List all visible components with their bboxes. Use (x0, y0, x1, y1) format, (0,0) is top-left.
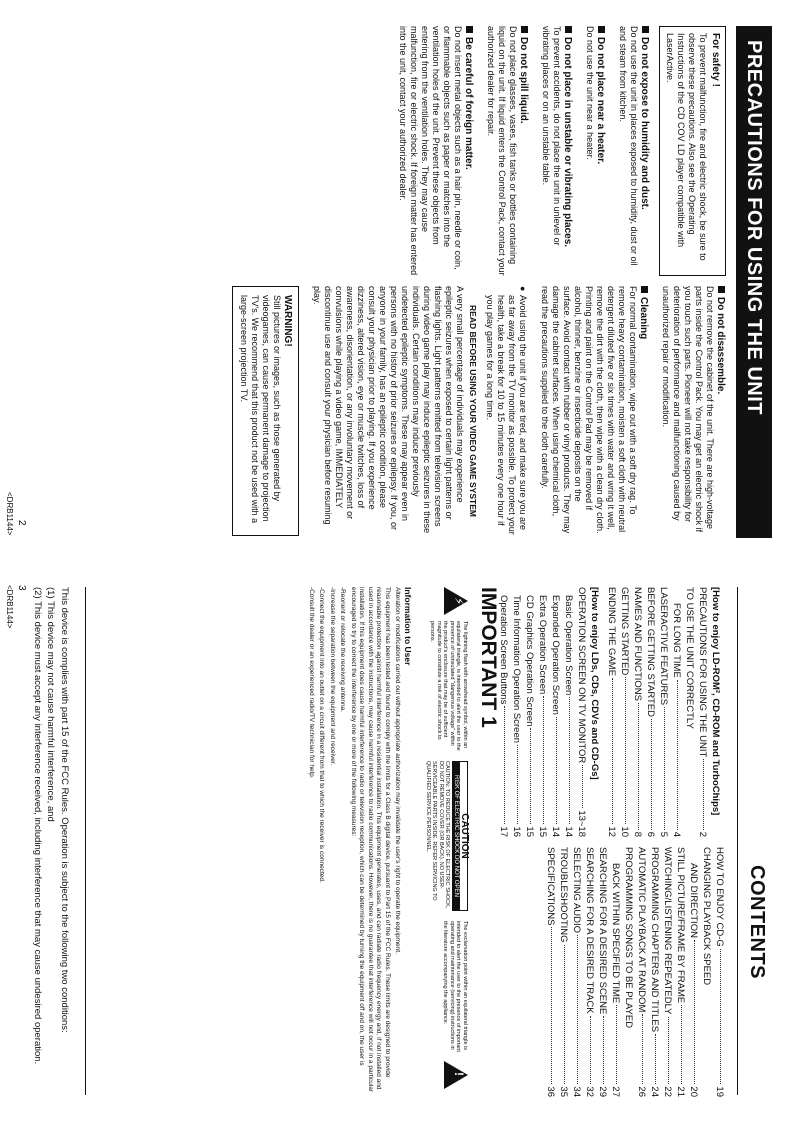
toc-page-number: 2 (697, 831, 708, 837)
toc-leader (577, 935, 578, 1084)
cleaning-text: For normal contamination, wipe out with a soft dry rag. To remove heavy contamination, moisten a soft cloth with neutral detergent diluted five or six times with water and wring it well, remove the dirt with the cloth, then wipe with a clean dry cloth. Printing and paint on the Control Pad may be removed if alcohol, thinner, benzine or insecticide deposits on the surface. Avoid contact with rubber or vinyl products. They may damage the cabinet surfaces. When using chemical cloth, read the precautions supplied to the cloth carefully. (540, 286, 638, 534)
cleaning-heading: Cleaning (638, 297, 649, 340)
important-heading: IMPORTANT 1 (477, 587, 500, 728)
exclamation-triangle-icon: ! (444, 1061, 468, 1089)
toc-entry-title: SELECTING AUDIO (571, 847, 582, 934)
precautions-banner: PRECAUTIONS FOR USING THE UNIT (736, 26, 772, 538)
toc-entry (674, 847, 687, 1097)
toc-entry (687, 847, 700, 1097)
toc-entry-title: TROUBLESHOOTING (558, 847, 569, 943)
disassemble-text: Do not remove the cabinet of the unit. There are high-voltage parts inside the Control Pack. You may get an electric shock if you touch such parts. Pioneer will not take responsibility for deterioration of performance and malfunctioning caused by unauthorized repair or modification. (661, 286, 715, 533)
heater-text: Do not use the unit near a heater. (585, 26, 595, 160)
toc-page-number: 8 (632, 831, 643, 837)
measure-item: -Reorient or relocate the receiving antenna. (339, 587, 347, 713)
toc-leader (551, 927, 552, 1084)
toc-entry-title: NAMES AND FUNCTIONS (632, 587, 643, 702)
toc-entry-title: GETTING STARTED (619, 587, 630, 676)
toc-page-number: 35 (558, 1086, 569, 1097)
exclamation-text: The exclamation point within an equilateral triangle is intended to alert the user to the presence of important operating and maintenance (servicing) instructions in the literature accompanying the appliance. (442, 921, 468, 1052)
caution-row (416, 587, 468, 1095)
toc-page-number: 6 (645, 831, 656, 837)
warning-text: Still pictures or images, such as those generated by videogames, can cause permanent damage to projection TV's. We recommend that this product not be used with a large-screen projection TV. (239, 295, 282, 524)
contents-right-column (544, 847, 726, 1097)
toc-entry-title: BACK WITHIN SPECIFIED TIME (610, 863, 621, 1004)
toc-leader (582, 765, 583, 808)
toc-entry (709, 587, 722, 837)
toc-entry (549, 587, 562, 837)
liquid-heading: Do not spill liquid. (518, 37, 529, 124)
toc-entry (583, 847, 596, 1097)
unstable-heading: Do not place in unstable or vibrating places. (562, 37, 573, 248)
foreign-heading: Be careful of foreign matter. (463, 37, 474, 170)
toc-leader (590, 1016, 591, 1085)
document-code: <DRB1144> (5, 492, 14, 536)
toc-leader (664, 707, 665, 830)
toc-entry-title: WATCHING/LISTENING REPEATEDLY (662, 847, 673, 1015)
toc-page-number: 26 (636, 1086, 647, 1097)
square-bullet-icon (466, 26, 473, 33)
toc-leader (703, 759, 704, 829)
toc-entry (644, 587, 657, 837)
toc-page-number: 4 (671, 831, 682, 837)
toc-entry-title: PROGRAMMING CHAPTERS AND TITLES (649, 847, 660, 1033)
toc-leader (668, 1017, 669, 1085)
toc-leader (612, 678, 613, 824)
humidity-text: Do not use the unit in places exposed to humidity, dust or oil and steam from kitchen. (618, 26, 639, 266)
foreign-text: Do not insert metal objects such as a hair pin, needle or coin, or flammable objects such as paper or matches into the ventilation holes of the unit. Prevent these objects from entering from the ventilation holes. They may cause malfunction, fire or electric shock. If foreign matter has entered into the unit, contact your authorized dealer. (398, 26, 463, 276)
square-bullet-icon (598, 26, 605, 33)
toc-page-number: 29 (597, 1086, 608, 1097)
disassemble-heading: Do not disassemble. (715, 297, 726, 395)
toc-leader (655, 1034, 656, 1084)
toc-entry (683, 587, 696, 837)
toc-entry-title: [How to enjoy LD-ROM², CD-ROM and TurboChips] (710, 587, 721, 816)
toc-entry-title: PROGRAMMING SONGS TO BE PLAYED (623, 847, 634, 1029)
precautions-page (0, 0, 792, 560)
toc-entry (648, 847, 661, 1097)
toc-entry (713, 847, 726, 1097)
document-code: <DRB1144> (5, 585, 14, 629)
page-number: 3 (16, 585, 27, 591)
toc-entry-title: AND DIRECTION (688, 863, 699, 938)
toc-leader (625, 677, 626, 824)
safety-heading: For safety ! (710, 33, 721, 87)
liquid-section (485, 26, 529, 276)
toc-entry (661, 847, 674, 1097)
tired-text: Avoid using the unit if you are tired, and make sure you are as far away from the TV monitor as possible. To protect your health, take a break for 10 to 15 minutes every one hour if you play games for a long time. (485, 295, 528, 535)
toc-entry-title: AUTOMATIC PLAYBACK AT RANDOM (636, 847, 647, 1013)
unstable-section (540, 26, 573, 276)
toc-leader (564, 945, 565, 1085)
toc-entry-title: OPERATION SCREEN ON TV MONITOR (576, 587, 587, 764)
toc-entry-title: Time Information Operation Screen (511, 595, 522, 744)
safety-text: To prevent malfunction, fire and electric shock, be sure to observe these precautions. Also see the Operating Instructions of the CD COV LD player compatible with LaserActive. (665, 33, 708, 261)
toc-entry (570, 847, 583, 1097)
toc-entry (657, 587, 670, 837)
warning-box (232, 286, 299, 536)
toc-page-number: 21 (675, 1086, 686, 1097)
warning-heading: WARNING! (282, 295, 293, 347)
toc-entry (588, 587, 601, 837)
contents-title: CONTENTS (746, 865, 768, 979)
toc-page-number: 32 (584, 1086, 595, 1097)
toc-page-number: 27 (610, 1086, 621, 1097)
caution-title: CAUTION (460, 761, 469, 911)
toc-entry-title: SEARCHING FOR A DESIRED TRACK (584, 847, 595, 1014)
toc-entry-title: Basic Operation Screen (563, 595, 574, 696)
toc-entry (670, 587, 683, 837)
caution-text: CAUTION: TO REDUCE THE RISK OF ELECTRIC SHOCK, DO NOT REMOVE COVER (OR BACK). NO USER-SERVICEABLE PARTS INSIDE. REFER SERVICING TO QUALIFIED SERVICE PERSONNEL. (425, 761, 451, 909)
game-warning-text: A very small percentage of individuals may experience epileptic seizures when exposed to certain light patterns or flashing lights. Light patterns emitted from television screens during video game play may induce epileptic seizures in these individuals. Certain conditions may induce previously undetected epileptic symptoms. These may appear even in persons with no history of prior seizures or epilepsy. If you, or anyone in your family, has an epileptic condition, please consult your physician prior to playing. If you experience dizziness, altered vision, eye or muscle twitches, loss of awareness, disorientation, or any involuntary movement or convulsions while playing a video game, IMMEDIATELY discontinue use and consult your physician before resuming play. (312, 286, 465, 534)
toc-page-number: 15 (524, 826, 535, 837)
toc-entry-title: BEFORE GETTING STARTED (645, 587, 656, 718)
precautions-left-column (386, 26, 726, 276)
heater-section (584, 26, 606, 276)
toc-leader (504, 706, 505, 824)
toc-entry-title: Operation Screen Buttons (498, 595, 509, 705)
toc-entry-title: TO USE THE UNIT CORRECTLY (684, 587, 695, 729)
bullet-dot-icon: ● (518, 286, 528, 292)
toc-entry (618, 587, 631, 837)
toc-entry-title: ENDING THE GAME (606, 587, 617, 677)
toc-leader (603, 1016, 604, 1084)
toc-entry (696, 587, 709, 837)
toc-page-number: 5 (658, 831, 669, 837)
toc-page-number: 13~18 (576, 810, 587, 837)
toc-page-number: 19 (714, 1086, 725, 1097)
caution-box (418, 761, 468, 911)
liquid-text: Do not place glasses, vases, fish tanks or bottles containing liquid on the unit. If liquid enters the Control Pack, contact your authorized dealer for repair. (486, 26, 518, 276)
info-paragraph: This equipment has been tested and found to comply with the limits for a Class B digital device, pursuant to Part 15 of the FCC Rules. These limits are designed to provide reasonable protection against harmful interference in a residential installation. This equipment generates, uses, and can radiate radio frequency energy and, if not installed and used in accordance with the instructions, may cause harmful interference to radio communications. However, there is no guarantee that interference will not occur in a particular installation. If this equipment does cause harmful interference to radio or television reception, which can be determined by turning the equipment off and on, the user is encouraged to try to correct the interference by one or more of the following measures: (350, 587, 391, 1093)
toc-entry (700, 847, 713, 1097)
safety-box (659, 26, 726, 276)
toc-entry (635, 847, 648, 1097)
toc-entry (510, 587, 523, 837)
toc-entry (562, 587, 575, 837)
square-bullet-icon (641, 286, 648, 293)
toc-page-number: 16 (511, 826, 522, 837)
toc-entry (523, 587, 536, 837)
toc-leader (681, 1005, 682, 1084)
square-bullet-icon (565, 26, 572, 33)
fcc-condition-2: (2) This device must accept any interference received, including interference that may cause undesired operation. (32, 587, 43, 1065)
heater-heading: Do not place near a heater. (595, 37, 606, 165)
toc-page-number: 20 (688, 1086, 699, 1097)
toc-leader (543, 696, 544, 824)
toc-entry-title: Extra Operation Screen (537, 595, 548, 695)
unstable-text: To prevent accidents, do not place the unit in unlevel or vibrating places or on an unstable table. (541, 26, 562, 246)
toc-leader (720, 949, 721, 1085)
toc-leader (556, 717, 557, 825)
toc-entry (605, 587, 618, 837)
toc-entry (596, 847, 609, 1097)
important-section (230, 587, 500, 1095)
toc-entry (557, 847, 570, 1097)
toc-page-number: 34 (571, 1086, 582, 1097)
caution-subtitle: RISK OF ELECTRIC SHOCK DO NOT OPEN (453, 761, 460, 911)
info-line: Alteration or modifications carried out without appropriate authorization may invalidate the user's right to operate the equipment. (394, 587, 402, 954)
toc-leader (569, 697, 570, 824)
square-bullet-icon (718, 286, 725, 293)
toc-leader (616, 1005, 617, 1084)
info-heading: Information to User (403, 587, 413, 666)
toc-entry-title: SEARCHING FOR A DESIRED SCENE (597, 847, 608, 1015)
precautions-right-column (232, 286, 726, 536)
measure-item: -Consult the dealer or an experienced radio/TV technician for help. (308, 587, 315, 779)
toc-entry (622, 847, 635, 1097)
toc-entry (631, 587, 644, 837)
toc-entry-title: SPECIFICATIONS (545, 847, 556, 926)
toc-entry-title: LASERACTIVE FEATURES (658, 587, 669, 706)
toc-page-number: 36 (545, 1086, 556, 1097)
user-information (305, 587, 413, 1095)
toc-entry-title: CD Graphics Operation Screen (524, 595, 535, 727)
fcc-line: This device is complies with part 15 of the FCC Rules. Operation is subject to the following two conditions: (59, 587, 70, 1033)
cleaning-section (539, 286, 649, 536)
toc-leader (638, 703, 639, 830)
foreign-section (397, 26, 474, 276)
toc-page-number: 17 (498, 826, 509, 837)
toc-entry-title: FOR LONG TIME (671, 603, 682, 678)
disassemble-section (660, 286, 726, 536)
toc-leader (517, 745, 518, 824)
humidity-heading: Do not expose to humidity and dust. (639, 37, 650, 210)
divider (85, 587, 86, 1095)
toc-entry (575, 587, 588, 837)
toc-entry-title: HOW TO ENJOY CD-G (714, 847, 725, 947)
square-bullet-icon (642, 26, 649, 33)
measure-item: -Increase the separation between the equipment and receiver. (329, 587, 336, 766)
toc-leader (677, 680, 678, 830)
toc-page-number: 24 (649, 1086, 660, 1097)
toc-page-number: 15 (537, 826, 548, 837)
fcc-statement (30, 587, 73, 1095)
toc-entry (536, 587, 549, 837)
game-warning-heading: READ BEFORE USING YOUR VIDEO GAME SYSTEM (468, 305, 478, 517)
toc-leader (530, 728, 531, 824)
toc-leader (694, 940, 695, 1084)
title-rule (737, 587, 738, 1095)
toc-leader (651, 719, 652, 830)
toc-page-number: 12 (606, 826, 617, 837)
lightning-triangle-icon: ⚡ (444, 587, 468, 615)
contents-page (0, 561, 792, 1121)
contents-left-column (497, 587, 726, 837)
humidity-section (617, 26, 650, 276)
toc-page-number: 22 (662, 1086, 673, 1097)
toc-entry-title: Expanded Operation Screen (550, 595, 561, 715)
toc-entry-title: CHANGING PLAYBACK SPEED (701, 847, 712, 986)
lightning-text: The lightning flash with arrowhead symbol, within an equilateral triangle, is intended to alert the user to the presence of uninsulated "dangerous voltage" within the product's enclosure that may be of sufficient magnitude to constitute a risk of electric shock to persons. (429, 621, 468, 751)
measure-item: -Connect the equipment into an outlet on a circuit different from that to which the receiver is connected. (318, 587, 326, 883)
toc-page-number: 10 (619, 826, 630, 837)
toc-entry (609, 847, 622, 1097)
toc-entry (544, 847, 557, 1097)
toc-leader (642, 1014, 643, 1084)
square-bullet-icon (521, 26, 528, 33)
toc-entry-title: [How to enjoy LDs, CDs, CDVs and CD-Gs] (589, 587, 600, 780)
fcc-condition-1: (1) This device may not cause harmful interference, and (45, 587, 57, 822)
toc-entry-title: STILL PICTURE/FRAME BY FRAME (675, 847, 686, 1004)
page-number: 2 (16, 520, 27, 526)
toc-page-number: 14 (550, 826, 561, 837)
tired-bullet (484, 286, 528, 536)
toc-entry-title: PRECAUTIONS FOR USING THE UNIT (697, 587, 708, 758)
toc-page-number: 14 (563, 826, 574, 837)
